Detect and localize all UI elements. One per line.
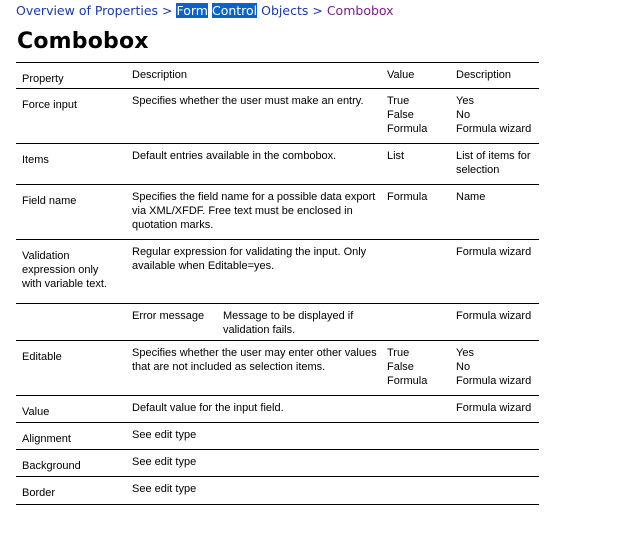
header-value: Value bbox=[387, 63, 456, 89]
breadcrumb-link-form-control-objects[interactable] bbox=[176, 3, 308, 18]
property-description: See edit type bbox=[132, 477, 387, 505]
property-description: Regular expression for validating the input. Only available when Editable=yes. bbox=[132, 240, 387, 304]
error-message-sub-entry bbox=[132, 309, 387, 337]
table-row-validation bbox=[16, 240, 539, 304]
property-description: Specifies whether the user must make an entry. bbox=[132, 89, 387, 144]
properties-table bbox=[16, 62, 539, 505]
property-values: True False Formula bbox=[387, 89, 456, 144]
property-description: Message to be displayed if validation fails. bbox=[223, 310, 354, 336]
property-name bbox=[16, 304, 132, 341]
header-description: Description bbox=[132, 63, 387, 89]
property-values: Formula bbox=[387, 185, 456, 240]
property-name: Items bbox=[16, 144, 132, 185]
table-row-background bbox=[16, 450, 539, 477]
table-row-items bbox=[16, 144, 539, 185]
property-description: Default value for the input field. bbox=[132, 396, 387, 423]
table-row-alignment bbox=[16, 423, 539, 450]
property-value-descriptions: Yes No Formula wizard bbox=[456, 341, 539, 396]
property-value-descriptions: Formula wizard bbox=[456, 240, 539, 304]
sub-property-label: Error message bbox=[132, 310, 205, 322]
property-values bbox=[387, 240, 456, 304]
table-row-editable bbox=[16, 341, 539, 396]
property-description: Default entries available in the combobox. bbox=[132, 144, 387, 185]
table-row-force-input bbox=[16, 89, 539, 144]
breadcrumb-current: Combobox bbox=[326, 3, 394, 18]
property-values bbox=[387, 477, 456, 505]
table-row-error-message bbox=[16, 304, 539, 341]
property-name: Background bbox=[16, 450, 132, 477]
property-name: Editable bbox=[16, 341, 132, 396]
breadcrumb-separator: > bbox=[162, 3, 173, 18]
breadcrumb-highlight-control: Control bbox=[211, 3, 258, 18]
header-value-description: Description bbox=[456, 63, 539, 89]
breadcrumb-link-overview[interactable]: Overview of Properties bbox=[16, 3, 159, 18]
property-description: See edit type bbox=[132, 450, 387, 477]
property-value-descriptions: Name bbox=[456, 185, 539, 240]
header-property: Property bbox=[16, 63, 132, 89]
property-name: Value bbox=[16, 396, 132, 423]
property-name: Field name bbox=[16, 185, 132, 240]
property-name: Force input bbox=[16, 89, 132, 144]
property-value-descriptions bbox=[456, 423, 539, 450]
property-values bbox=[387, 423, 456, 450]
property-value-descriptions bbox=[456, 450, 539, 477]
property-name: Validation expression only with variable text. bbox=[16, 240, 132, 304]
page-title: Combobox bbox=[17, 29, 149, 54]
property-values bbox=[387, 304, 456, 341]
breadcrumb bbox=[16, 3, 394, 18]
table-header-row bbox=[16, 63, 539, 89]
breadcrumb-separator: > bbox=[312, 3, 323, 18]
property-value-descriptions bbox=[456, 477, 539, 505]
property-description: Specifies whether the user may enter other values that are not included as selection items. bbox=[132, 341, 387, 396]
property-values: True False Formula bbox=[387, 341, 456, 396]
property-values bbox=[387, 450, 456, 477]
table-row-border bbox=[16, 477, 539, 505]
property-value-descriptions: List of items for selection bbox=[456, 144, 539, 185]
property-value-descriptions: Formula wizard bbox=[456, 304, 539, 341]
breadcrumb-highlight-form: Form bbox=[176, 3, 208, 18]
table-row-value bbox=[16, 396, 539, 423]
property-name: Alignment bbox=[16, 423, 132, 450]
property-value-descriptions: Formula wizard bbox=[456, 396, 539, 423]
breadcrumb-objects-text: Objects bbox=[261, 3, 309, 18]
property-values: List bbox=[387, 144, 456, 185]
property-values bbox=[387, 396, 456, 423]
property-description: Specifies the field name for a possible data export via XML/XFDF. Free text must be enclosed in quotation marks. bbox=[132, 185, 387, 240]
property-name: Border bbox=[16, 477, 132, 505]
property-value-descriptions: Yes No Formula wizard bbox=[456, 89, 539, 144]
table-row-field-name bbox=[16, 185, 539, 240]
property-description-cell bbox=[132, 304, 387, 341]
property-description: See edit type bbox=[132, 423, 387, 450]
